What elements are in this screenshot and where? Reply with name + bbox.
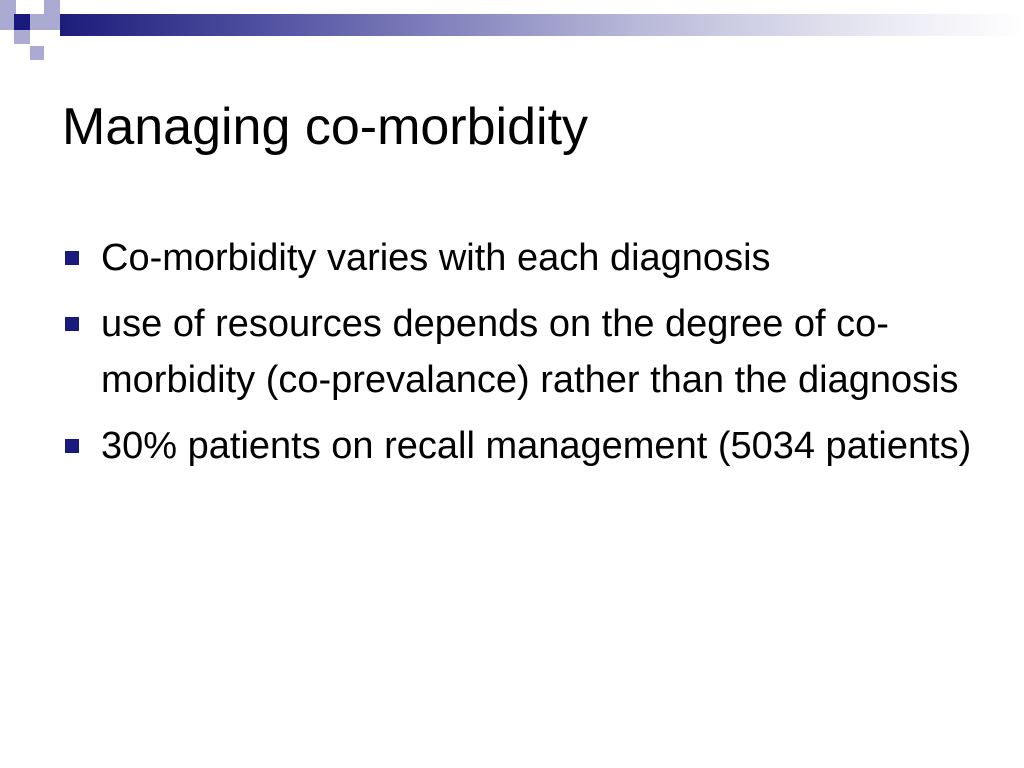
bullet-text: use of resources depends on the degree of co-morbidity (co-prevalance) rather than the diagnosis xyxy=(101,303,959,401)
deco-square xyxy=(0,14,14,30)
deco-square xyxy=(30,14,44,30)
bullet-list xyxy=(64,230,984,484)
bullet-item xyxy=(64,296,984,408)
bullet-text: Co-morbidity varies with each diagnosis xyxy=(101,237,771,279)
deco-square xyxy=(0,0,16,14)
deco-square xyxy=(30,46,44,60)
square-bullet-icon xyxy=(65,251,79,265)
deco-square xyxy=(44,14,60,30)
deco-square xyxy=(30,0,44,14)
header-gradient-band xyxy=(60,14,1024,36)
deco-square xyxy=(14,30,30,44)
slide-title: Managing co-morbidity xyxy=(62,98,589,156)
bullet-item xyxy=(64,230,984,286)
deco-square xyxy=(14,14,30,30)
deco-square xyxy=(44,0,60,14)
square-bullet-icon xyxy=(65,439,79,453)
decorative-header-bar xyxy=(0,0,1024,48)
bullet-item xyxy=(64,418,984,474)
square-bullet-icon xyxy=(65,317,79,331)
bullet-text: 30% patients on recall management (5034 patients) xyxy=(101,425,972,467)
